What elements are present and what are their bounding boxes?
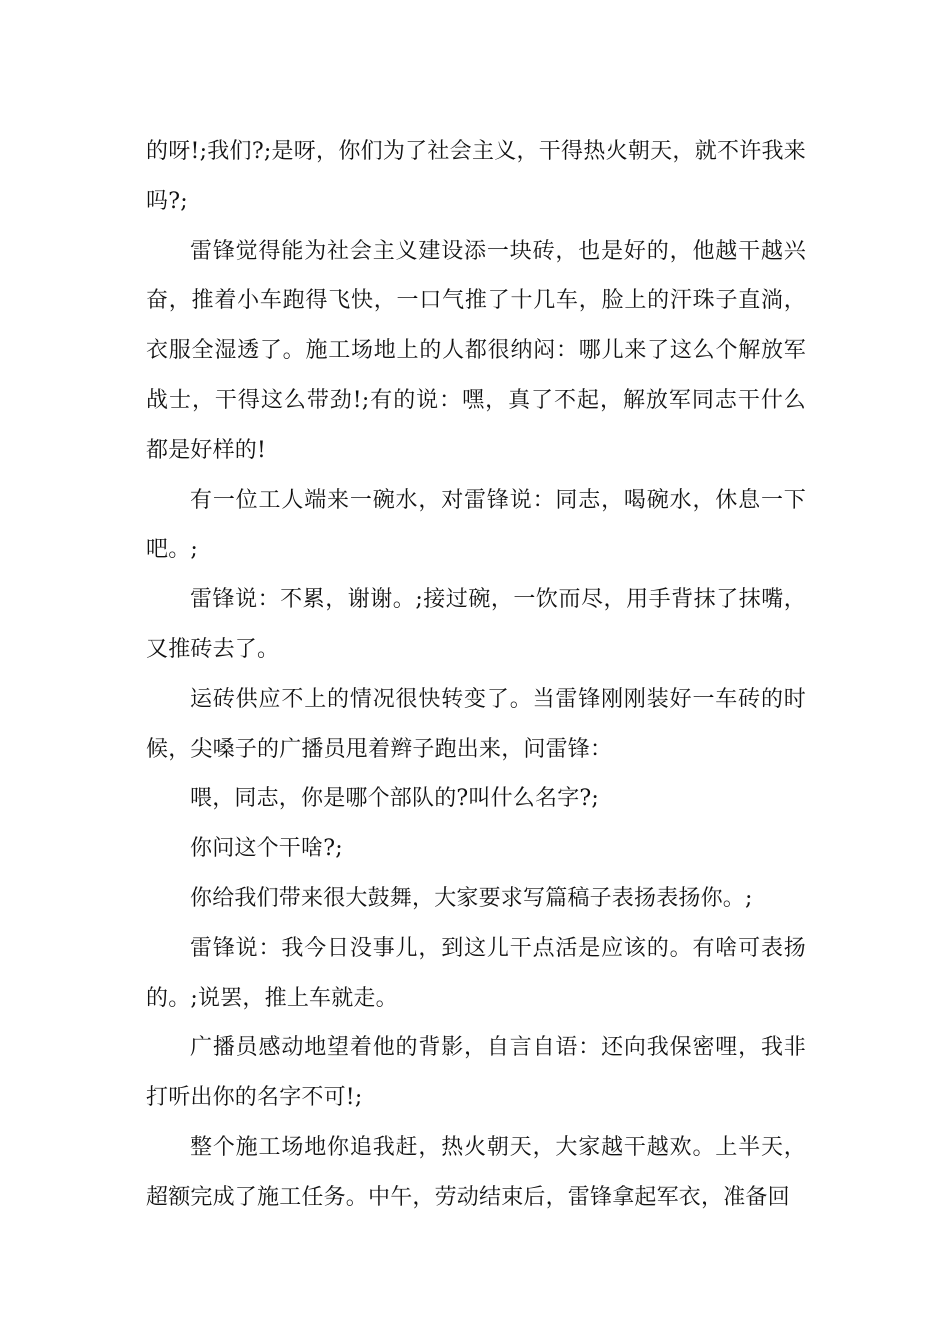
paragraph-2: 雷锋觉得能为社会主义建设添一块砖，也是好的，他越干越兴奋，推着小车跑得飞快，一口气推了十几车，脸上的汗珠子直淌，衣服全湿透了。施工场地上的人都很纳闷：哪儿来了这么个解放军战士，干得这么带劲!;有的说：嘿，真了不起，解放军同志干什么都是好样的!	[146, 238, 806, 463]
paragraph-10: 广播员感动地望着他的背影，自言自语：还向我保密哩，我非打听出你的名字不可!;	[146, 1035, 806, 1111]
paragraph-9: 雷锋说：我今日没事儿，到这儿干点活是应该的。有啥可表扬的。;说罢，推上车就走。	[146, 935, 806, 1011]
paragraph-3: 有一位工人端来一碗水，对雷锋说：同志，喝碗水，休息一下吧。;	[146, 487, 806, 563]
paragraph-7: 你问这个干啥?;	[190, 836, 343, 862]
paragraph-5: 运砖供应不上的情况很快转变了。当雷锋刚刚装好一车砖的时候，尖嗓子的广播员甩着辫子跑出来，问雷锋：	[146, 686, 806, 762]
paragraph-1: 的呀!;我们?;是呀，你们为了社会主义，干得热火朝天，就不许我来吗?;	[146, 139, 806, 214]
paragraph-11: 整个施工场地你追我赶，热火朝天，大家越干越欢。上半天，超额完成了施工任务。中午，劳动结束后，雷锋拿起军衣，准备回	[146, 1134, 806, 1210]
document-body	[146, 127, 806, 1223]
paragraph-6: 喂，同志，你是哪个部队的?叫什么名字?;	[190, 786, 600, 812]
paragraph-4: 雷锋说：不累，谢谢。;接过碗，一饮而尽，用手背抹了抹嘴，又推砖去了。	[146, 587, 806, 662]
paragraph-8: 你给我们带来很大鼓舞，大家要求写篇稿子表扬表扬你。;	[190, 885, 753, 911]
